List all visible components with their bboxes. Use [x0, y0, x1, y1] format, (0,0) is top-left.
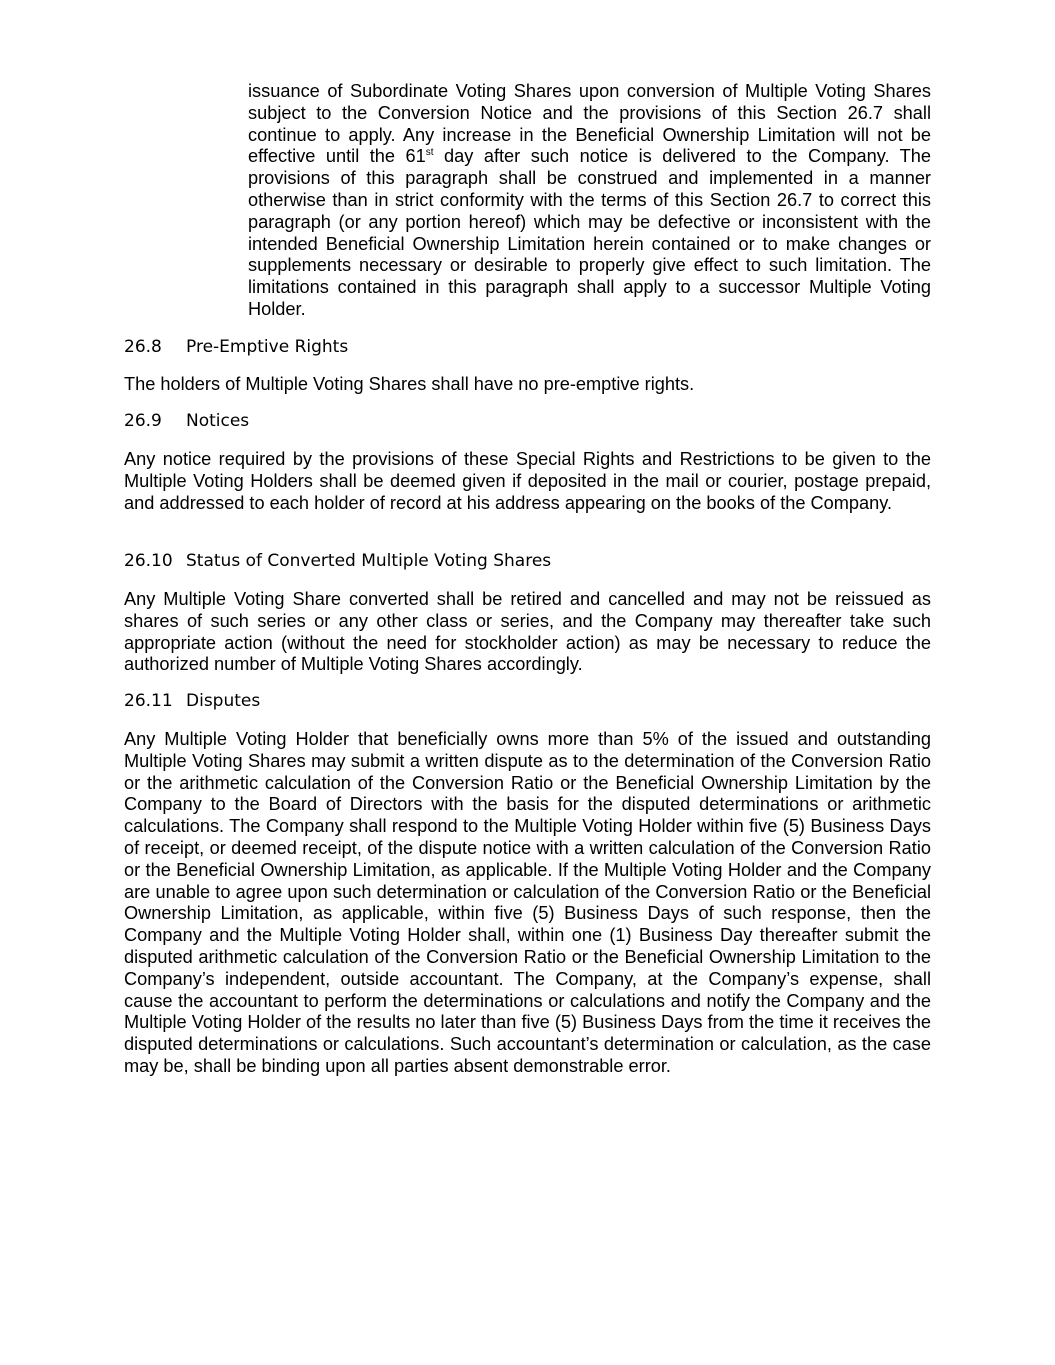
section-number: 26.8 [124, 337, 162, 357]
section-title: Pre-Emptive Rights [186, 337, 349, 357]
continuation-text-after: day after such notice is delivered to the Company. The provisions of this paragraph shall be construed and implemented in a manner otherwise than in strict conformity with the terms of this Section 26.7 to correct this paragraph (or any portion hereof) which may be defective or inconsistent with the intended Beneficial Ownership Limitation herein contained or to make changes or supplements necessary or desirable to properly give effect to such limitation. The limitations contained in this paragraph shall apply to a successor Multiple Voting Holder. [248, 146, 931, 319]
continuation-text-before: issuance of Subordinate Voting Shares upon conversion of Multiple Voting Shares subject to the Conversion Notice and the provisions of this Section 26.7 shall continue to apply. Any increase in the Beneficial Ownership Limitation will not be effective until the 61 [248, 81, 931, 167]
section-heading-notices [124, 411, 249, 431]
section-heading-status-of-converted-shares [124, 551, 551, 571]
ordinal-superscript: st [425, 147, 434, 159]
section-number: 26.10 [124, 551, 173, 571]
section-body-disputes: Any Multiple Voting Holder that beneficially owns more than 5% of the issued and outstanding Multiple Voting Shares may submit a written dispute as to the determination of the Conversion Ratio or the arithmetic calculation of the Conversion Ratio or the Beneficial Ownership Limitation by the Company to the Board of Directors with the basis for the disputed determinations or arithmetic calculations. The Company shall respond to the Multiple Voting Holder within five (5) Business Days of receipt, or deemed receipt, of the dispute notice with a written calculation of the Conversion Ratio or the Beneficial Ownership Limitation, as applicable. If the Multiple Voting Holder and the Company are unable to agree upon such determination or calculation of the Conversion Ratio or the Beneficial Ownership Limitation, as applicable, within five (5) Business Days of such response, then the Company and the Multiple Voting Holder shall, within one (1) Business Day thereafter submit the disputed arithmetic calculation of the Conversion Ratio or the Beneficial Ownership Limitation to the Company’s independent, outside accountant. The Company, at the Company’s expense, shall cause the accountant to perform the determinations or calculations and notify the Company and the Multiple Voting Holder of the results no later than five (5) Business Days from the time it receives the disputed determinations or calculations. Such accountant’s determination or calculation, as the case may be, shall be binding upon all parties absent demonstrable error. [124, 729, 931, 1076]
section-body-pre-emptive-rights: The holders of Multiple Voting Shares shall have no pre-emptive rights. [124, 374, 695, 394]
section-body-notices: Any notice required by the provisions of these Special Rights and Restrictions to be given to the Multiple Voting Holders shall be deemed given if deposited in the mail or courier, postage prepaid, and addressed to each holder of record at his address appearing on the books of the Company. [124, 449, 931, 513]
section-heading-pre-emptive-rights [124, 337, 348, 357]
section-number: 26.9 [124, 411, 162, 431]
section-number: 26.11 [124, 691, 173, 711]
section-body-status-of-converted-shares: Any Multiple Voting Share converted shall be retired and cancelled and may not be reissued as shares of such series or any other class or series, and the Company may thereafter take such appropriate action (without the need for stockholder action) as may be necessary to reduce the authorized number of Multiple Voting Shares accordingly. [124, 589, 931, 675]
section-title: Disputes [186, 691, 261, 711]
section-heading-disputes [124, 691, 260, 711]
section-title: Notices [186, 411, 250, 431]
continuation-paragraph [248, 81, 931, 321]
section-title: Status of Converted Multiple Voting Shares [186, 551, 552, 571]
